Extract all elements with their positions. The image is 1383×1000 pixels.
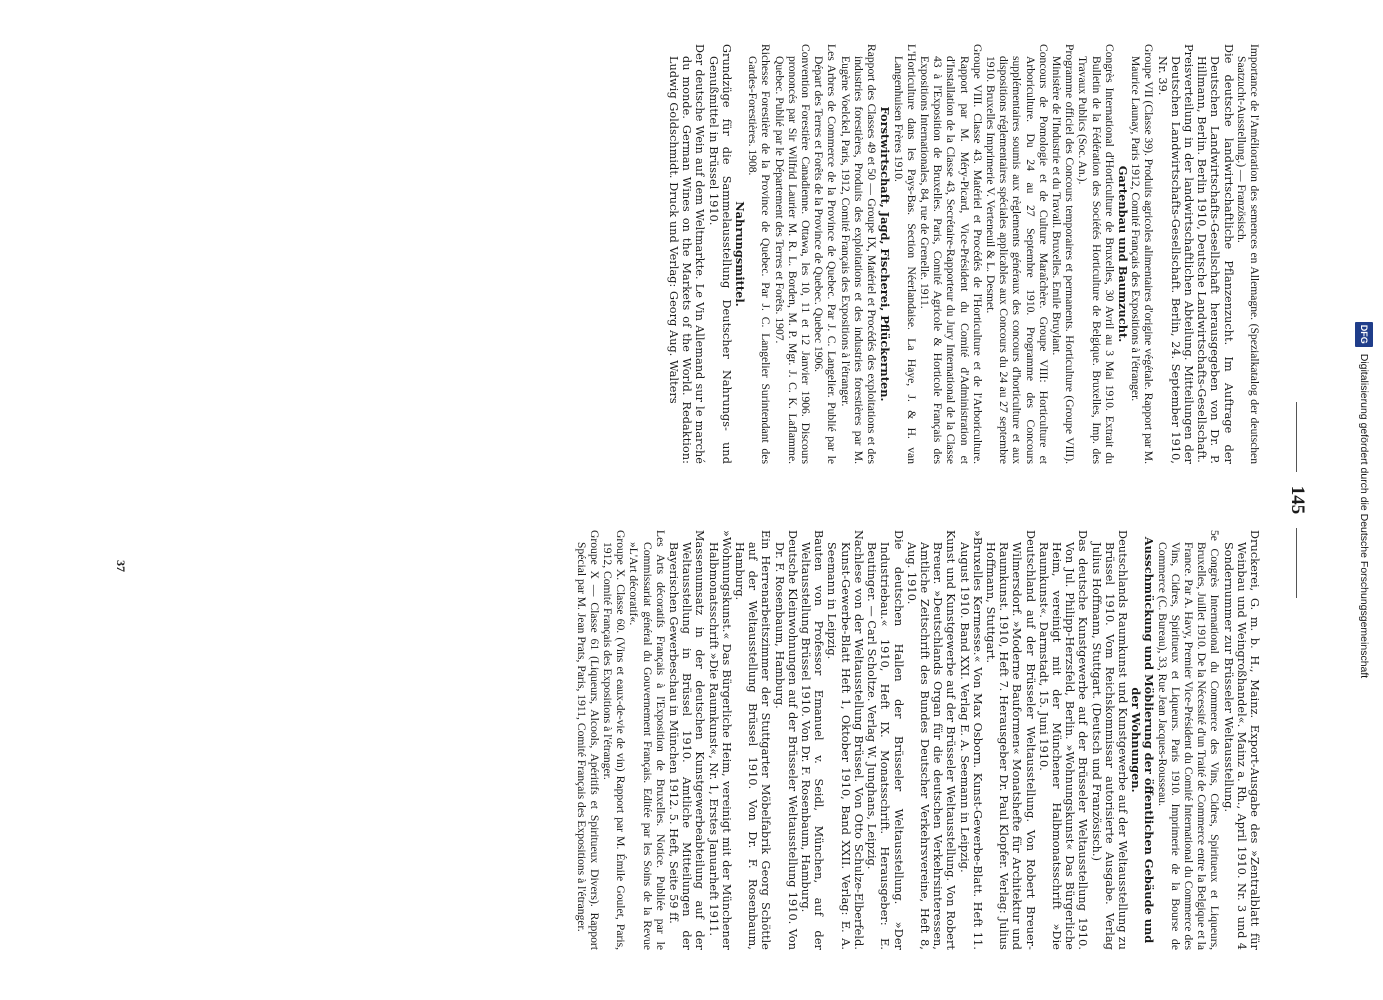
section-title-furnishing: Ausschmückung und Möblierung der öffentlichen Gebäude und der Wohnungen. [1129,536,1157,944]
entry: Groupe VII (Classe 39). Produits agricoles alimentaires d'origine végétale. Rapport par M. Maurice Launay, Paris 1912, Comité Français des Expositions à l'étranger. [1129,44,1156,464]
entry: Congrès International d'Horticulture de Bruxelles, 30 Avril au 3 Mai 1910. Extrait du Bulletin de la Fédération des Sociétés Horticulture de Belgique. Bruxelles, Imp. des Travaux Publics (Soc. An.). [1076,44,1116,464]
entry: L'Horticulture dans les Pays-Bas. Section Néerlandaise. La Haye, J. & H. van Langenhuisen Frères 1910. [891,44,918,464]
entry: Massenumsatz in der deutschen Kunstgewerbeabteilung auf der Weltausstellung in Brüssel 1910. Amtliche Mitteilungen der Bayerischen Gewerbeschau in München 1912. 5. Heft, Seite 59 ff. [667,530,707,950]
dfg-logo: DFG [1355,322,1373,347]
right-column [131,530,1261,950]
entry: Das deutsche Kunstgewerbe auf der Brüsseler Weltausstellung 1910. Von Jul. Philipp-Herzsfeld, Berlin. »Wohnungskunst« Das Bürgerliche Heim, vereinigt mit der Münchener Halbmonatsschrift »Die Raumkunst«. Darmstadt, 15. Juni 1910. [1036,530,1090,950]
entry: Concours de Pomologie et de Culture Maraîchère. Groupe VIII: Horticulture et Arboriculture. Du 24 au 27 Septembre 1910. Programme des Concours supplémentaires soumis aux règlements généraux des concours d'horticulture et aux dispositions réglementaires spéciales applicables aux Concours du 24 au 27 septembre 1910. Bruxelles Imprimerie V. Verteneuil & L. Desmet. [983,44,1050,464]
entry: Les Arbres de Commerce de la Province de Quebec. Par J. C. Langelier. Publié par le Départ des Terres et Forêts de la Province de Quebec. Quebec 1906. [812,44,839,464]
entry: Grundzüge für die Sammelausstellung Deutscher Nahrungs- und Genußmittel in Brüssel 1910. [706,44,733,464]
entry: Deutschland auf der Brüsseler Weltausstellung. Von Robert Breuer-Wilmersdorf. »Moderne Bauformen« Monatshefte für Architektur und Raumkunst. 1910, Heft 7. Herausgeber Dr. Paul Klopfer. Verlag: Julius Hoffmann, Stuttgart. [983,530,1037,950]
entry: »Bruxelles Kermesse.« Von Max Osborn. Kunst-Gewerbe-Blatt. Heft 11. August 1910. Band XXI. Verlag E. A. Seemann in Leipzig. [957,530,984,950]
rule-left [1296,402,1297,472]
entry: Deutsche Kleinwohnungen auf der Brüsseler Weltausstellung 1910. Von Dr. F. Rosenbaum, Hamburg. [772,530,799,950]
page-number-value: 145 [1287,485,1308,515]
section-title-food: Nahrungsmittel. [733,201,748,307]
entry: 5e Congrès International du Commerce des Vins, Cidres, Spiritueux et Liqueurs, Bruxelles, Juillet 1910. De la Nécessité d'un Traité de Commerce entre la Belgique et la France. Par A. Havy, Premier Vice-Président du Comité International du Commerce des Vins, Cidres, Spiritueux et Liqueurs. Paris 1910. Imprimerie de la Bourse de Commerce (C. Bureau), 33, Rue Jean Jacques-Rousseau. [1155,530,1222,950]
left-column [131,44,1261,464]
entry: Die deutsche landwirtschaftliche Pflanzenzucht. Im Auftrage der Deutschen Landwirtschafts-Gesellschaft herausgegeben von Dr. P. Hillmann, Berlin. Berlin 1910, Deutsche Landwirtschafts-Gesellschaft. [1195,44,1235,464]
entry: Nachlese von der Weltausstellung Brüssel. Von Otto Schulze-Elberfeld. Kunst-Gewerbe-Blatt Heft 1, Oktober 1910, Band XXII. Verlag: E. A. Seemann in Leipzig. [825,530,865,950]
entry: Ein Herrenarbeitszimmer der Stuttgarter Möbelfabrik Georg Schöttle auf der Weltausstellung Brüssel 1910. Von Dr. F. Rosenbaum, Hamburg. [733,530,773,950]
section-title-garden: Gartenbau und Baumzucht. [1115,165,1130,343]
entry: »Wohnungskunst.« Das Bürgerliche Heim, vereinigt mit der Münchener Halbmonatsschrift »Die Raumkunst«, Nr. 1, Erstes Januarheft 1911. [706,530,733,950]
entry: Importance de l'Amélioration des semences en Allemagne. (Spezialkatalog der deutschen Saatzucht-Ausstellung.) — Französisch. [1234,44,1261,464]
entry: Die deutschen Hallen der Brüsseler Weltausstellung. »Der Industriebau.« 1910, Heft IX. Monatsschrift. Herausgeber: E. Beutinger. — Carl Scholtze. Verlag W. Junghans, Leipzig. [865,530,905,950]
footer-number: 37 [114,560,128,572]
entry: Der deutsche Wein auf dem Weltmarkte. Le Vin Allemand sur le marché du monde. German Wines on the Markets of the World. Redaktion: Ludwig Goldschmidt. Druck und Verlag: Georg Aug. Walters [667,44,707,464]
page-number [1286,0,1308,1000]
section-title-forestry: Forstwirtschaft, Jagd, Fischerei, Pflückernten. [878,106,893,402]
entry: Groupe VIII. Classe 43. Matériel et Procédés de l'Horticulture et de l'Arboriculture. Rapport par M. Méry-Picard, Vice-Président du Comité d'Administration et d'Installation de la Classe 43, Secrétaire-Rapporteur du Jury International de la Classe 43 à l'Exposition de Bruxelles. Paris, Comité Agricole & Horticole Français des Expositions Internationales, 84, rue de Grenelle. 1911. [917,44,984,464]
rule-right [1296,528,1297,598]
entry: Deutschlands Raumkunst und Kunstgewerbe auf der Weltausstellung zu Brüssel 1910. Vom Reichskommissar autorisierte Ausgabe. Verlag Julius Hoffmann, Stuttgart. (Deutsch und Französisch.) [1089,530,1129,950]
entry: Groupe X. Classe 60. (Vins et eaux-de-vie de vin) Rapport par M. Émile Goulet, Paris, 1912, Comité Français des Expositions à l'étranger. [601,530,628,950]
entry: Richesse Forestière de la Province de Quebec. Par J. C. Langelier Surintendant des Gardes-Forestières. 1908. [746,44,773,464]
entry: Druckerei, G. m. b. H., Mainz. Export-Ausgabe des »Zentralblatt für Weinbau und Weingroßhandel«. Mainz a. Rh., April 1910. Nr. 3 und 4 Sondernummer zur Brüsseler Weltausstellung. [1221,530,1261,950]
entry: Bauten von Professor Emanuel v. Seidl, München, auf der Weltausstellung Brüssel 1910. Von Dr. F. Rosenbaum, Hamburg. [799,530,826,950]
digitization-note-text: Digitalisierung gefördert durch die Deutsche Forschungsgemeinschaft [1358,353,1371,679]
entry: Rapport des Classes 49 et 50 — Groupe IX, Matériel et Procédés des exploitations et des industries forestières, Produits des exploitations et des industries forestières par M. Eugène Voelckel, Paris, 1912, Comité Français des Expositions à l'étranger. [838,44,879,464]
entry: Les Arts décoratifs Français à l'Exposition de Bruxelles. Notice. Publiée par le Commissariat général du Gouvernement Français. Editée par les Soins de la Revue »L'Art décoratif«. [627,530,667,950]
entry: Preisverteilung in der landwirtschaftlichen Abteilung. Mitteilungen der Deutschen Landwirtschafts-Gesellschaft. Berlin, 24. September 1910, Nr. 39. [1155,44,1195,464]
entry: Programme officiel des Concours temporaires et permanents. Horticulture (Groupe VIII). Ministère de l'Industrie et du Travail. Bruxelles. Emile Bruylant. [1049,44,1077,464]
entry: Kunst und Kunstgewerbe auf der Brüsseler Weltausstellung. Von Robert Breuer. »Deutschlands Organ für die deutschen Verkehrsinteressen, Amtliche Zeitschrift des Bundes Deutscher Verkehrsvereine, Heft 8, Aug. 1910. [904,530,958,950]
entry: Convention Forestière Canadienne. Ottawa, les 10, 11 et 12 Janvier 1906. Discours prononcés par Sir Wilfrid Laurier M. R. L. Borden, M. P. Mgr. J. C. K. Laflamme. Quebec. Publié par le Département des Terres et Forêts. 1907. [772,44,813,464]
entry: Groupe X — Classe 61 (Liqueurs, Alcools, Apéritifs et Spiritueux Divers). Rapport Spécial par M. Jean Prats, Paris, 1911, Comité Français des Expositions à l'étranger. [574,530,601,950]
